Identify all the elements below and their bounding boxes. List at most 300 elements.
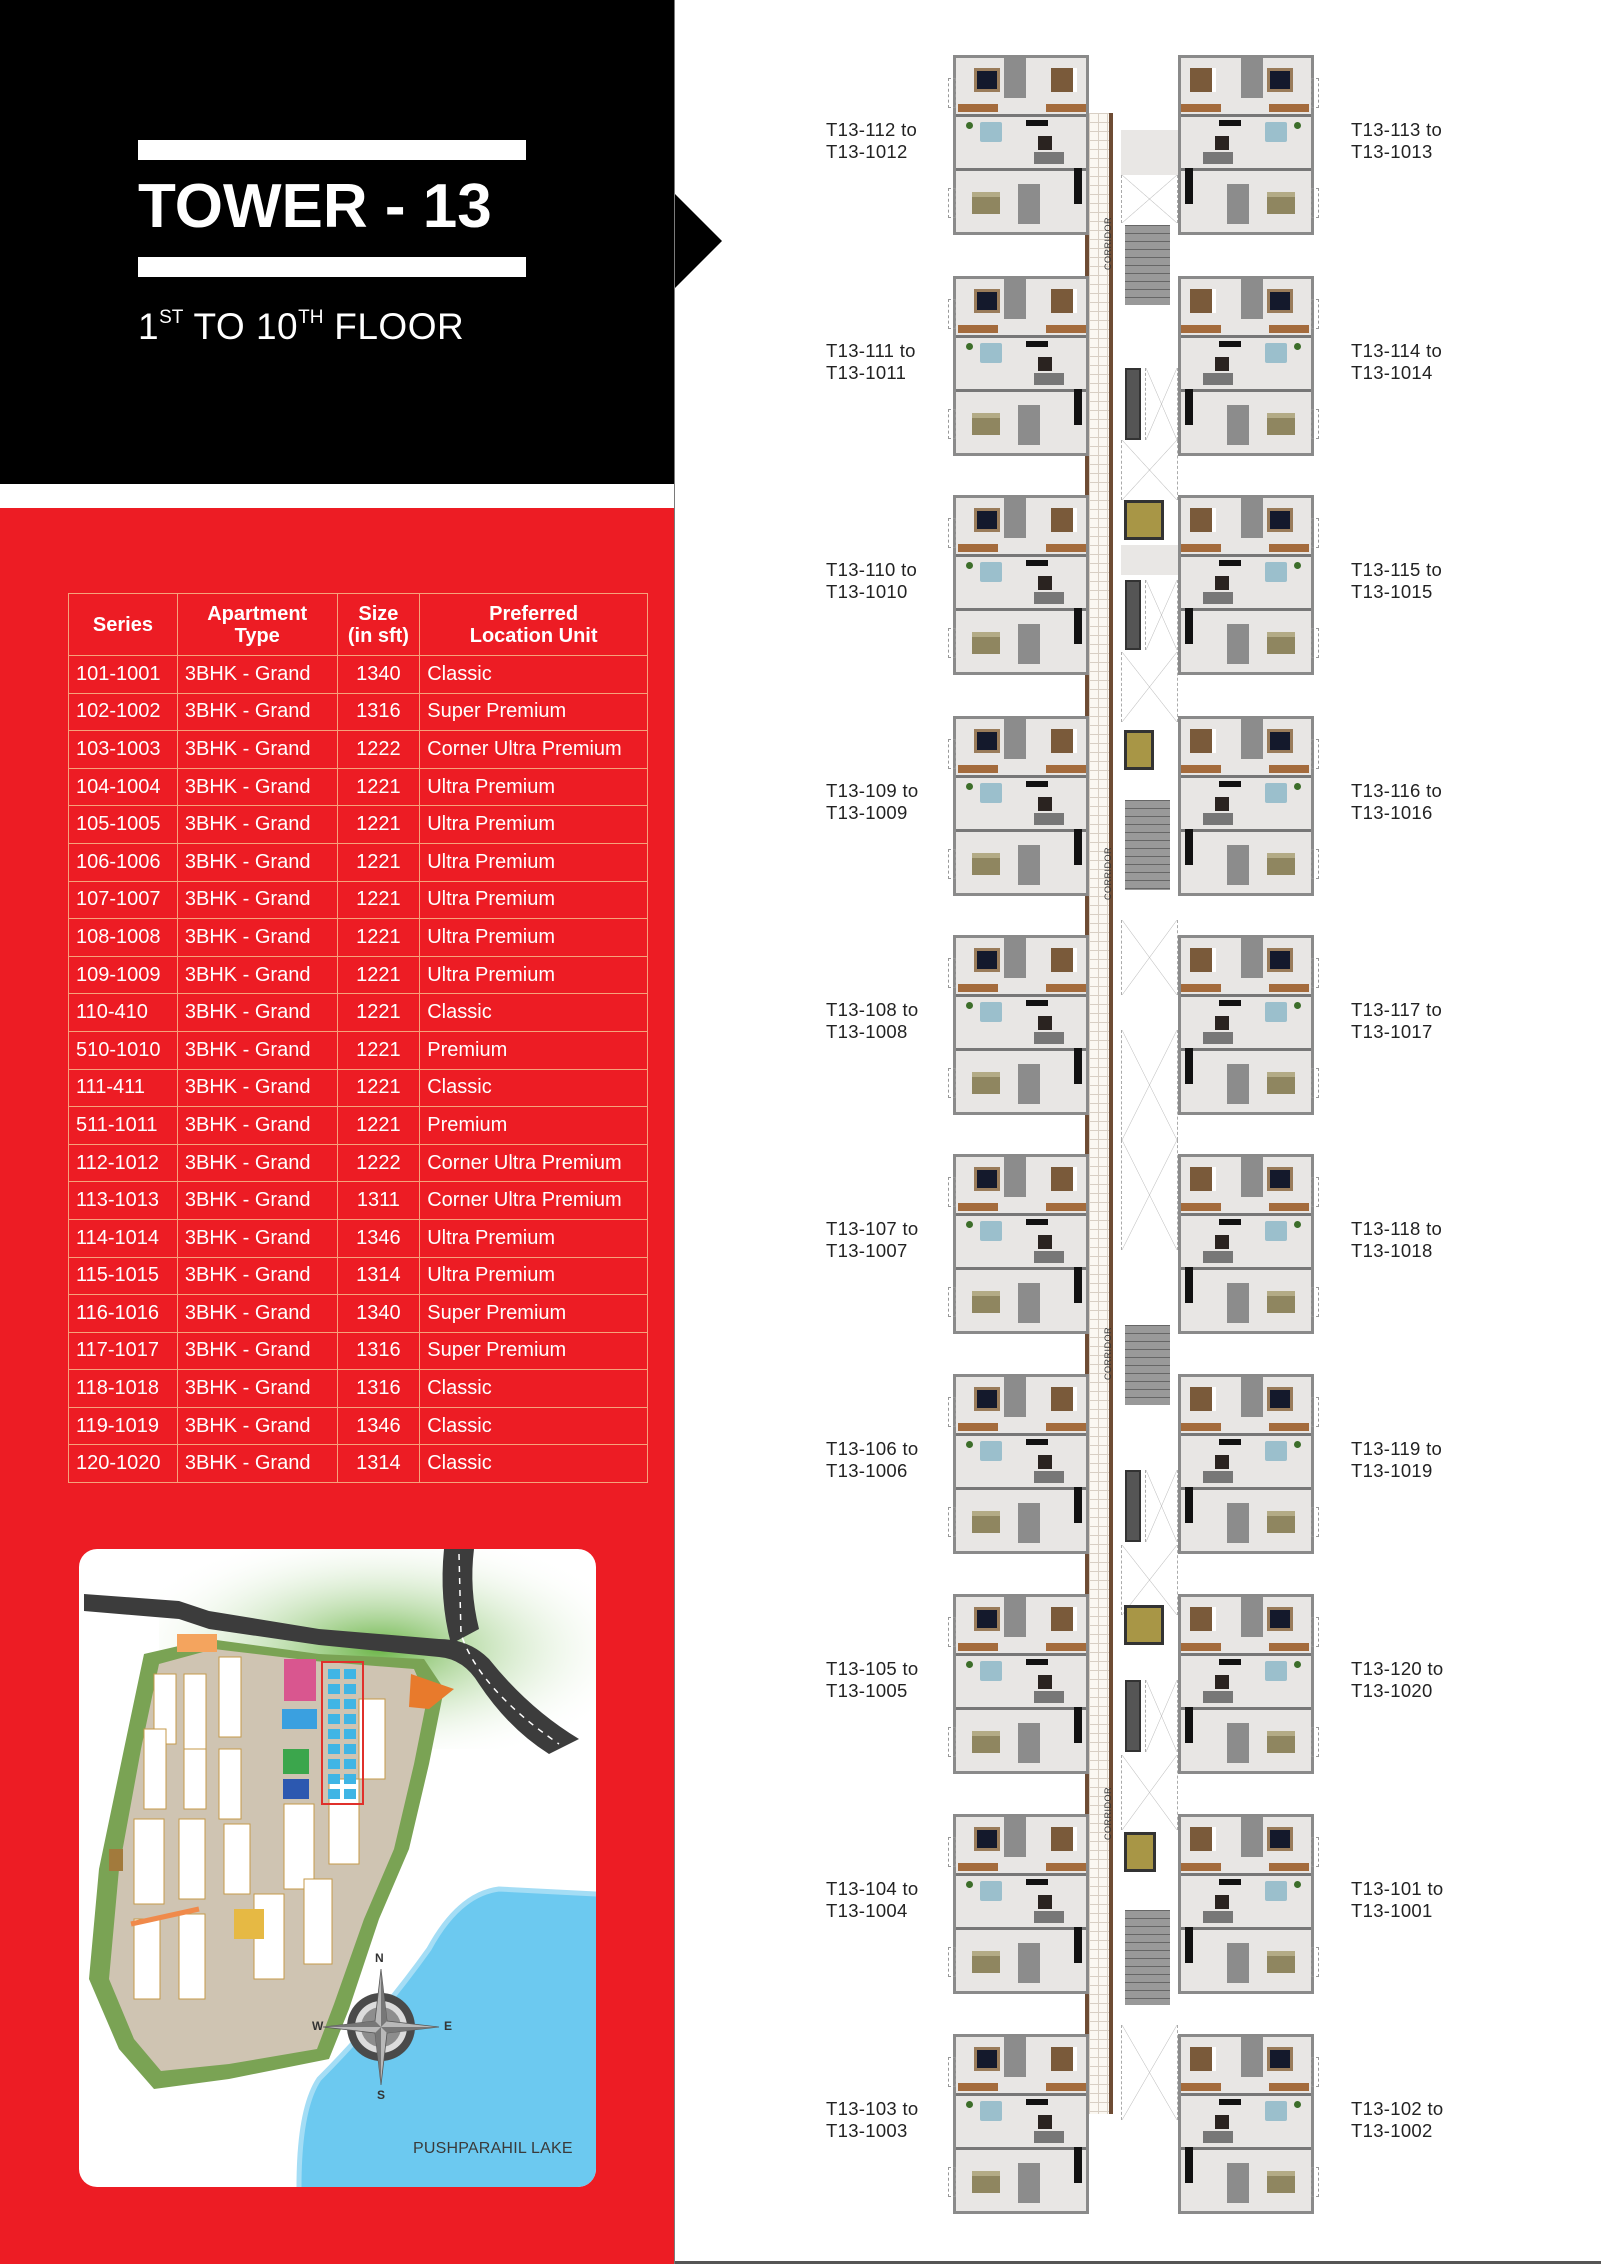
series-cell: 108-1008	[69, 919, 178, 957]
bedroom-bed	[972, 1291, 1000, 1313]
tv-unit	[1026, 1659, 1048, 1665]
apartment-unit-right-6	[1178, 1154, 1314, 1334]
wall	[956, 1707, 1086, 1710]
type-cell: 3BHK - Grand	[177, 1295, 337, 1333]
apartment-unit-right-2	[1178, 276, 1314, 456]
coffee-table	[1215, 136, 1229, 150]
unit-label-line: T13-1010	[826, 581, 908, 602]
open-to-sky-void	[1121, 1755, 1178, 1830]
sofa	[1034, 1471, 1064, 1483]
balcony	[948, 739, 956, 769]
bathroom	[1227, 1064, 1249, 1104]
table-row	[69, 956, 648, 994]
coffee-table	[1215, 1455, 1229, 1469]
size-cell: 1221	[337, 1069, 420, 1107]
lift-shaft	[1125, 1680, 1141, 1752]
bedroom-bed	[1051, 2047, 1077, 2071]
bathroom	[1018, 405, 1040, 445]
tv-unit	[1219, 1439, 1241, 1445]
wardrobe	[1269, 1423, 1309, 1431]
apartment-unit-right-8	[1178, 1594, 1314, 1774]
location-cell: Classic	[420, 1407, 648, 1445]
apartment-unit-right-10	[1178, 2034, 1314, 2214]
dining-table	[1265, 1881, 1287, 1901]
kitchen-counter	[1074, 1487, 1082, 1523]
sofa	[1203, 1032, 1233, 1044]
unit-label-line: T13-119 to	[1351, 1438, 1443, 1459]
wardrobe	[958, 1863, 998, 1871]
dining-table	[980, 1002, 1002, 1022]
balcony	[948, 1507, 956, 1537]
unit-label-right	[1351, 340, 1442, 384]
dining-table	[1265, 1441, 1287, 1461]
balcony	[948, 188, 956, 218]
bathroom	[1004, 2037, 1026, 2077]
corridor-label: CORRIDOR	[1103, 847, 1113, 900]
size-cell: 1314	[337, 1257, 420, 1295]
location-cell: Super Premium	[420, 693, 648, 731]
plant	[966, 2101, 973, 2108]
bathroom	[1018, 1283, 1040, 1323]
wall	[956, 2093, 1086, 2096]
tv-unit	[1026, 2099, 1048, 2105]
series-cell: 510-1010	[69, 1031, 178, 1069]
apartment-unit-right-1	[1178, 55, 1314, 235]
apartment-unit-left-2	[953, 276, 1089, 456]
wardrobe	[1269, 325, 1309, 333]
unit-label-line: T13-1004	[826, 1900, 908, 1921]
type-cell: 3BHK - Grand	[177, 843, 337, 881]
coffee-table	[1215, 1675, 1229, 1689]
location-cell: Super Premium	[420, 1332, 648, 1370]
apartment-unit-left-3	[953, 495, 1089, 675]
apartment-unit-left-10	[953, 2034, 1089, 2214]
wardrobe	[1181, 1643, 1221, 1651]
balcony	[948, 299, 956, 329]
size-cell: 1346	[337, 1219, 420, 1257]
wardrobe	[1269, 544, 1309, 552]
kitchen-counter	[1074, 389, 1082, 425]
size-cell: 1221	[337, 956, 420, 994]
sofa	[1203, 1911, 1233, 1923]
corridor-label: CORRIDOR	[1103, 1787, 1113, 1840]
coffee-table	[1215, 357, 1229, 371]
bedroom-bed	[1267, 413, 1295, 435]
wardrobe	[958, 984, 998, 992]
wall	[1181, 2093, 1311, 2096]
location-cell: Premium	[420, 1031, 648, 1069]
bathroom	[1227, 1283, 1249, 1323]
size-cell: 1221	[337, 1031, 420, 1069]
location-cell: Corner Ultra Premium	[420, 1144, 648, 1182]
series-cell: 111-411	[69, 1069, 178, 1107]
location-cell: Classic	[420, 656, 648, 694]
lift-shaft	[1125, 1470, 1141, 1542]
unit-label-right	[1351, 2098, 1443, 2142]
location-cell: Ultra Premium	[420, 1257, 648, 1295]
type-cell: 3BHK - Grand	[177, 1257, 337, 1295]
series-cell: 119-1019	[69, 1407, 178, 1445]
unit-label-line: T13-102 to	[1351, 2098, 1444, 2119]
type-cell: 3BHK - Grand	[177, 1107, 337, 1145]
bedroom-bed	[974, 289, 1000, 313]
bedroom-bed	[974, 2047, 1000, 2071]
dining-table	[980, 122, 1002, 142]
bathroom	[1241, 1377, 1263, 1417]
wall	[1181, 1707, 1311, 1710]
wall	[1181, 114, 1311, 117]
size-cell: 1221	[337, 768, 420, 806]
balcony	[1311, 2057, 1319, 2087]
lift-shaft	[1125, 580, 1141, 650]
bedroom-bed	[1267, 508, 1293, 532]
bedroom-bed	[1051, 1167, 1077, 1191]
site-master-plan	[79, 1549, 596, 2187]
unit-label-line: T13-115 to	[1351, 559, 1443, 580]
bathroom	[1004, 1817, 1026, 1857]
wall	[956, 554, 1086, 557]
bedroom-bed	[1051, 68, 1077, 92]
apartment-unit-left-6	[953, 1154, 1089, 1334]
series-cell: 511-1011	[69, 1107, 178, 1145]
apartment-unit-left-5	[953, 935, 1089, 1115]
bedroom-bed	[1051, 1607, 1077, 1631]
bedroom-bed	[1267, 1167, 1293, 1191]
wall	[1181, 389, 1311, 392]
apartment-unit-right-9	[1178, 1814, 1314, 1994]
bedroom-bed	[974, 1387, 1000, 1411]
balcony	[1311, 299, 1319, 329]
balcony	[1311, 628, 1319, 658]
wall	[956, 1873, 1086, 1876]
bedroom-bed	[974, 729, 1000, 753]
series-cell: 113-1013	[69, 1182, 178, 1220]
unit-label-left	[826, 1658, 918, 1702]
wardrobe	[958, 1423, 998, 1431]
wardrobe	[1181, 2083, 1221, 2091]
series-cell: 115-1015	[69, 1257, 178, 1295]
bedroom-bed	[972, 632, 1000, 654]
wardrobe	[958, 2083, 998, 2091]
plant	[1294, 1661, 1301, 1668]
sofa	[1034, 1251, 1064, 1263]
unit-label-left	[826, 2098, 918, 2142]
balcony	[1311, 78, 1319, 108]
bedroom-bed	[974, 948, 1000, 972]
coffee-table	[1215, 1016, 1229, 1030]
table-row	[69, 919, 648, 957]
wardrobe	[1269, 2083, 1309, 2091]
unit-label-line: T13-118 to	[1351, 1218, 1443, 1239]
column-header-line: Location Unit	[469, 624, 598, 647]
type-cell: 3BHK - Grand	[177, 768, 337, 806]
wall	[1181, 1267, 1311, 1270]
typical-floor-plan	[675, 0, 1601, 2261]
location-cell: Ultra Premium	[420, 768, 648, 806]
balcony	[948, 849, 956, 879]
wardrobe	[1181, 1423, 1221, 1431]
apartment-unit-right-3	[1178, 495, 1314, 675]
type-cell: 3BHK - Grand	[177, 881, 337, 919]
bathroom	[1004, 1597, 1026, 1637]
bedroom-bed	[972, 853, 1000, 875]
wardrobe	[1269, 1643, 1309, 1651]
location-cell: Ultra Premium	[420, 1219, 648, 1257]
wall	[956, 1487, 1086, 1490]
open-to-sky-void	[1121, 920, 1178, 995]
unit-label-right	[1351, 1878, 1443, 1922]
tv-unit	[1026, 341, 1048, 347]
table-row	[69, 1219, 648, 1257]
bedroom-bed	[1267, 289, 1293, 313]
tv-unit	[1026, 1000, 1048, 1006]
bathroom	[1018, 624, 1040, 664]
unit-label-line: T13-1014	[1351, 362, 1433, 383]
bathroom	[1241, 938, 1263, 978]
kitchen-counter	[1074, 2147, 1082, 2183]
bedroom-bed	[974, 1607, 1000, 1631]
lake-label: PUSHPARAHIL LAKE	[413, 2140, 573, 2157]
coffee-table	[1215, 1895, 1229, 1909]
bathroom	[1241, 279, 1263, 319]
kitchen-counter	[1185, 1048, 1193, 1084]
staircase	[1125, 225, 1170, 305]
size-cell: 1222	[337, 1144, 420, 1182]
apartment-unit-left-8	[953, 1594, 1089, 1774]
sofa	[1203, 813, 1233, 825]
type-cell: 3BHK - Grand	[177, 1182, 337, 1220]
table-row	[69, 843, 648, 881]
unit-label-line: T13-1001	[1351, 1900, 1433, 1921]
table-row	[69, 1295, 648, 1333]
tv-unit	[1219, 2099, 1241, 2105]
bathroom	[1004, 1157, 1026, 1197]
table-row	[69, 881, 648, 919]
sofa	[1203, 1471, 1233, 1483]
table-row	[69, 1182, 648, 1220]
bathroom	[1227, 184, 1249, 224]
unit-label-line: T13-105 to	[826, 1658, 919, 1679]
dining-table	[980, 343, 1002, 363]
unit-label-line: T13-1012	[826, 141, 908, 162]
table-row	[69, 1031, 648, 1069]
unit-label-line: T13-1005	[826, 1680, 908, 1701]
series-cell: 109-1009	[69, 956, 178, 994]
location-cell: Premium	[420, 1107, 648, 1145]
type-cell: 3BHK - Grand	[177, 919, 337, 957]
unit-label-left	[826, 999, 918, 1043]
plant	[966, 1881, 973, 1888]
balcony	[1311, 2167, 1319, 2197]
bedroom-bed	[972, 1731, 1000, 1753]
bedroom-bed	[1267, 68, 1293, 92]
plant	[966, 562, 973, 569]
bathroom	[1227, 845, 1249, 885]
kitchen-counter	[1074, 1048, 1082, 1084]
bathroom	[1018, 845, 1040, 885]
apartment-unit-right-7	[1178, 1374, 1314, 1554]
size-cell: 1221	[337, 1107, 420, 1145]
kitchen-counter	[1185, 1707, 1193, 1743]
series-cell: 116-1016	[69, 1295, 178, 1333]
wardrobe	[1181, 1203, 1221, 1211]
bathroom	[1018, 184, 1040, 224]
wardrobe	[1181, 104, 1221, 112]
table-row	[69, 1144, 648, 1182]
wardrobe	[1046, 1423, 1086, 1431]
unit-label-line: T13-107 to	[826, 1218, 919, 1239]
balcony	[948, 1397, 956, 1427]
plant	[966, 1441, 973, 1448]
plant	[966, 1221, 973, 1228]
wardrobe	[1046, 1643, 1086, 1651]
sofa	[1034, 592, 1064, 604]
floor-range-subtitle: 1ST TO 10TH FLOOR	[138, 306, 465, 347]
plant	[1294, 1221, 1301, 1228]
balcony	[1311, 188, 1319, 218]
plant	[1294, 1881, 1301, 1888]
balcony	[948, 1068, 956, 1098]
balcony	[948, 2167, 956, 2197]
balcony	[948, 409, 956, 439]
balcony	[1311, 409, 1319, 439]
type-cell: 3BHK - Grand	[177, 956, 337, 994]
wall	[1181, 554, 1311, 557]
unit-label-line: T13-1017	[1351, 1021, 1433, 1042]
wall	[956, 1213, 1086, 1216]
tv-unit	[1026, 120, 1048, 126]
size-cell: 1316	[337, 1332, 420, 1370]
wardrobe	[1046, 1863, 1086, 1871]
lift-lobby	[1121, 545, 1178, 575]
bathroom	[1227, 1503, 1249, 1543]
wall	[1181, 1873, 1311, 1876]
wardrobe	[1269, 984, 1309, 992]
open-to-sky-void	[1121, 2025, 1178, 2120]
series-cell: 117-1017	[69, 1332, 178, 1370]
size-cell: 1311	[337, 1182, 420, 1220]
type-cell: 3BHK - Grand	[177, 1219, 337, 1257]
type-cell: 3BHK - Grand	[177, 1370, 337, 1408]
series-cell: 114-1014	[69, 1219, 178, 1257]
location-cell: Classic	[420, 1370, 648, 1408]
balcony	[948, 1837, 956, 1867]
unit-label-line: T13-106 to	[826, 1438, 919, 1459]
wardrobe	[958, 1643, 998, 1651]
series-cell: 118-1018	[69, 1370, 178, 1408]
series-cell: 105-1005	[69, 806, 178, 844]
bathroom	[1018, 1723, 1040, 1763]
bedroom-bed	[1051, 729, 1077, 753]
series-cell: 112-1012	[69, 1144, 178, 1182]
size-cell: 1314	[337, 1445, 420, 1483]
bedroom-bed	[1190, 948, 1216, 972]
size-cell: 1221	[337, 806, 420, 844]
unit-label-line: T13-111 to	[826, 340, 916, 361]
bathroom	[1241, 719, 1263, 759]
plant	[966, 783, 973, 790]
bedroom-bed	[972, 1511, 1000, 1533]
bathroom	[1018, 1943, 1040, 1983]
bedroom-bed	[1190, 1827, 1216, 1851]
location-cell: Ultra Premium	[420, 919, 648, 957]
dining-table	[1265, 122, 1287, 142]
bedroom-bed	[1267, 1827, 1293, 1851]
type-cell: 3BHK - Grand	[177, 994, 337, 1032]
balcony	[948, 518, 956, 548]
coffee-table	[1038, 357, 1052, 371]
bedroom-bed	[1190, 2047, 1216, 2071]
unit-label-left	[826, 559, 917, 603]
compass-west: W	[312, 2019, 324, 2033]
series-cell: 106-1006	[69, 843, 178, 881]
plant	[1294, 343, 1301, 350]
column-header-line: Apartment	[207, 602, 308, 625]
size-cell: 1316	[337, 693, 420, 731]
type-cell: 3BHK - Grand	[177, 693, 337, 731]
balcony	[948, 1287, 956, 1317]
balcony	[948, 78, 956, 108]
column-header-line: Type	[234, 624, 280, 647]
table-row	[69, 1257, 648, 1295]
coffee-table	[1038, 1455, 1052, 1469]
kitchen-counter	[1185, 168, 1193, 204]
lift	[1124, 500, 1164, 540]
kitchen-counter	[1185, 389, 1193, 425]
sofa	[1034, 1911, 1064, 1923]
bedroom-bed	[972, 413, 1000, 435]
table-row	[69, 1370, 648, 1408]
tv-unit	[1026, 1219, 1048, 1225]
column-header-line: Preferred	[489, 602, 579, 625]
unit-label-left	[826, 780, 918, 824]
sofa	[1203, 1691, 1233, 1703]
sofa	[1034, 1691, 1064, 1703]
tv-unit	[1026, 1439, 1048, 1445]
wall	[1181, 1213, 1311, 1216]
column-header	[337, 594, 420, 656]
balcony	[1311, 1177, 1319, 1207]
bedroom-bed	[1190, 1387, 1216, 1411]
type-cell: 3BHK - Grand	[177, 1031, 337, 1069]
wall	[956, 829, 1086, 832]
coffee-table	[1215, 1235, 1229, 1249]
compass-east: E	[444, 2019, 453, 2033]
unit-label-line: T13-1003	[826, 2120, 908, 2141]
type-cell: 3BHK - Grand	[177, 1144, 337, 1182]
type-cell: 3BHK - Grand	[177, 1407, 337, 1445]
bathroom	[1004, 58, 1026, 98]
location-cell: Corner Ultra Premium	[420, 1182, 648, 1220]
dining-table	[1265, 1661, 1287, 1681]
kitchen-counter	[1074, 168, 1082, 204]
bedroom-bed	[1267, 1731, 1295, 1753]
kitchen-counter	[1074, 1267, 1082, 1303]
location-cell: Super Premium	[420, 1295, 648, 1333]
type-cell: 3BHK - Grand	[177, 806, 337, 844]
table-row	[69, 1069, 648, 1107]
wall	[956, 994, 1086, 997]
apartment-unit-left-4	[953, 716, 1089, 896]
plant	[1294, 562, 1301, 569]
kitchen-counter	[1185, 829, 1193, 865]
tv-unit	[1219, 1879, 1241, 1885]
open-to-sky-void	[1121, 1030, 1178, 1140]
open-to-sky-void	[1121, 1140, 1178, 1250]
wall	[956, 1927, 1086, 1930]
bathroom	[1004, 498, 1026, 538]
bedroom-bed	[1267, 2171, 1295, 2193]
